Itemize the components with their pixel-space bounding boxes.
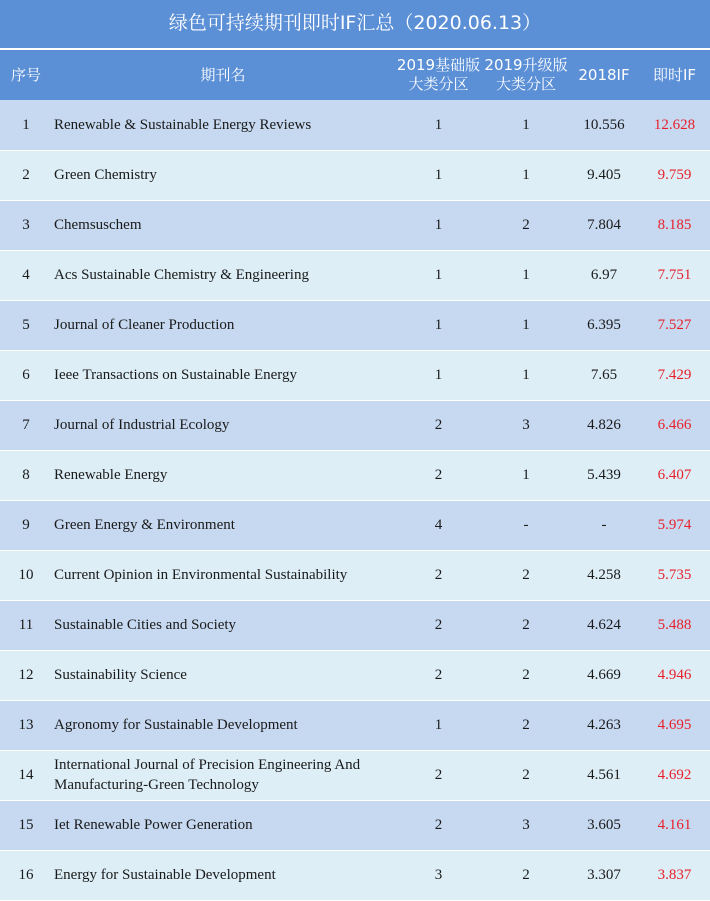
cell-realtime-if: 7.527 <box>639 300 710 350</box>
cell-if2018: 10.556 <box>569 100 639 150</box>
cell-basic-partition: 2 <box>394 750 483 800</box>
cell-if2018: 6.395 <box>569 300 639 350</box>
cell-index: 1 <box>0 100 52 150</box>
cell-journal-name: Journal of Industrial Ecology <box>52 400 394 450</box>
cell-basic-partition: 2 <box>394 550 483 600</box>
cell-index: 10 <box>0 550 52 600</box>
table-row <box>0 750 710 800</box>
cell-journal-name: Iet Renewable Power Generation <box>52 800 394 850</box>
cell-journal-name: Green Chemistry <box>52 150 394 200</box>
cell-realtime-if: 9.759 <box>639 150 710 200</box>
journal-table <box>0 50 710 901</box>
cell-upgraded-partition: 2 <box>483 200 569 250</box>
cell-if2018: 4.669 <box>569 650 639 700</box>
cell-index: 16 <box>0 850 52 900</box>
cell-index: 2 <box>0 150 52 200</box>
cell-basic-partition: 4 <box>394 500 483 550</box>
cell-realtime-if: 4.946 <box>639 650 710 700</box>
cell-upgraded-partition: 1 <box>483 100 569 150</box>
cell-basic-partition: 1 <box>394 250 483 300</box>
table-row <box>0 500 710 550</box>
cell-index: 11 <box>0 600 52 650</box>
header-if2018: 2018IF <box>578 65 630 84</box>
cell-upgraded-partition: 2 <box>483 750 569 800</box>
cell-journal-name: Sustainable Cities and Society <box>52 600 394 650</box>
header-upgraded-partition <box>483 50 569 100</box>
cell-if2018: 9.405 <box>569 150 639 200</box>
cell-index: 6 <box>0 350 52 400</box>
cell-index: 4 <box>0 250 52 300</box>
table-row <box>0 200 710 250</box>
table-header-row <box>0 50 710 100</box>
cell-if2018: 4.826 <box>569 400 639 450</box>
cell-journal-name: Renewable Energy <box>52 450 394 500</box>
cell-upgraded-partition: 2 <box>483 650 569 700</box>
header-upgraded-line2: 大类分区 <box>495 75 556 93</box>
cell-index: 9 <box>0 500 52 550</box>
table-row <box>0 650 710 700</box>
cell-realtime-if: 5.735 <box>639 550 710 600</box>
cell-index: 7 <box>0 400 52 450</box>
cell-journal-name: Agronomy for Sustainable Development <box>52 700 394 750</box>
cell-index: 8 <box>0 450 52 500</box>
cell-index: 15 <box>0 800 52 850</box>
cell-if2018: - <box>569 500 639 550</box>
cell-basic-partition: 1 <box>394 300 483 350</box>
cell-basic-partition: 1 <box>394 100 483 150</box>
cell-if2018: 4.263 <box>569 700 639 750</box>
cell-basic-partition: 1 <box>394 350 483 400</box>
cell-upgraded-partition: 2 <box>483 700 569 750</box>
page-title: 绿色可持续期刊即时IF汇总（2020.06.13） <box>0 0 710 50</box>
cell-journal-name: Acs Sustainable Chemistry & Engineering <box>52 250 394 300</box>
cell-upgraded-partition: 1 <box>483 150 569 200</box>
cell-upgraded-partition: 1 <box>483 300 569 350</box>
cell-basic-partition: 2 <box>394 450 483 500</box>
cell-journal-name: Renewable & Sustainable Energy Reviews <box>52 100 394 150</box>
cell-upgraded-partition: - <box>483 500 569 550</box>
table-row <box>0 300 710 350</box>
table-row <box>0 250 710 300</box>
cell-journal-name: Sustainability Science <box>52 650 394 700</box>
cell-basic-partition: 2 <box>394 650 483 700</box>
cell-realtime-if: 6.466 <box>639 400 710 450</box>
cell-if2018: 4.561 <box>569 750 639 800</box>
table-body <box>0 100 710 900</box>
table-row <box>0 600 710 650</box>
header-basic-line2: 大类分区 <box>408 75 469 93</box>
table-row <box>0 800 710 850</box>
cell-journal-name: Ieee Transactions on Sustainable Energy <box>52 350 394 400</box>
cell-index: 14 <box>0 750 52 800</box>
cell-basic-partition: 2 <box>394 400 483 450</box>
cell-realtime-if: 3.837 <box>639 850 710 900</box>
cell-if2018: 4.258 <box>569 550 639 600</box>
table-row <box>0 100 710 150</box>
cell-if2018: 6.97 <box>569 250 639 300</box>
cell-upgraded-partition: 1 <box>483 350 569 400</box>
cell-journal-name: Current Opinion in Environmental Sustainability <box>52 550 394 600</box>
cell-if2018: 7.65 <box>569 350 639 400</box>
cell-realtime-if: 4.695 <box>639 700 710 750</box>
cell-realtime-if: 12.628 <box>639 100 710 150</box>
cell-upgraded-partition: 1 <box>483 250 569 300</box>
header-realtime-if: 即时IF <box>652 65 697 84</box>
cell-upgraded-partition: 1 <box>483 450 569 500</box>
cell-if2018: 3.605 <box>569 800 639 850</box>
cell-realtime-if: 8.185 <box>639 200 710 250</box>
cell-index: 13 <box>0 700 52 750</box>
cell-realtime-if: 7.751 <box>639 250 710 300</box>
cell-journal-name: Journal of Cleaner Production <box>52 300 394 350</box>
cell-realtime-if: 5.488 <box>639 600 710 650</box>
cell-upgraded-partition: 3 <box>483 400 569 450</box>
cell-if2018: 5.439 <box>569 450 639 500</box>
cell-realtime-if: 4.161 <box>639 800 710 850</box>
cell-realtime-if: 5.974 <box>639 500 710 550</box>
cell-if2018: 7.804 <box>569 200 639 250</box>
cell-index: 5 <box>0 300 52 350</box>
cell-realtime-if: 7.429 <box>639 350 710 400</box>
cell-basic-partition: 1 <box>394 700 483 750</box>
cell-basic-partition: 1 <box>394 200 483 250</box>
cell-if2018: 3.307 <box>569 850 639 900</box>
cell-index: 12 <box>0 650 52 700</box>
cell-upgraded-partition: 2 <box>483 850 569 900</box>
cell-realtime-if: 4.692 <box>639 750 710 800</box>
cell-basic-partition: 2 <box>394 600 483 650</box>
table-row <box>0 150 710 200</box>
cell-basic-partition: 2 <box>394 800 483 850</box>
cell-upgraded-partition: 3 <box>483 800 569 850</box>
cell-journal-name: International Journal of Precision Engineering And Manufacturing-Green Technology <box>52 750 394 800</box>
table-row <box>0 400 710 450</box>
header-upgraded-line1: 2019升级版 <box>484 56 568 74</box>
header-index: 序号 <box>10 65 41 84</box>
cell-upgraded-partition: 2 <box>483 600 569 650</box>
table-row <box>0 700 710 750</box>
cell-basic-partition: 3 <box>394 850 483 900</box>
cell-upgraded-partition: 2 <box>483 550 569 600</box>
table-row <box>0 550 710 600</box>
header-basic-partition <box>394 50 483 100</box>
header-journal: 期刊名 <box>200 65 246 84</box>
cell-journal-name: Green Energy & Environment <box>52 500 394 550</box>
cell-basic-partition: 1 <box>394 150 483 200</box>
cell-realtime-if: 6.407 <box>639 450 710 500</box>
table-row <box>0 450 710 500</box>
cell-journal-name: Energy for Sustainable Development <box>52 850 394 900</box>
header-basic-line1: 2019基础版 <box>396 56 481 74</box>
cell-journal-name: Chemsuschem <box>52 200 394 250</box>
table-row <box>0 350 710 400</box>
cell-if2018: 4.624 <box>569 600 639 650</box>
table-row <box>0 850 710 900</box>
cell-index: 3 <box>0 200 52 250</box>
